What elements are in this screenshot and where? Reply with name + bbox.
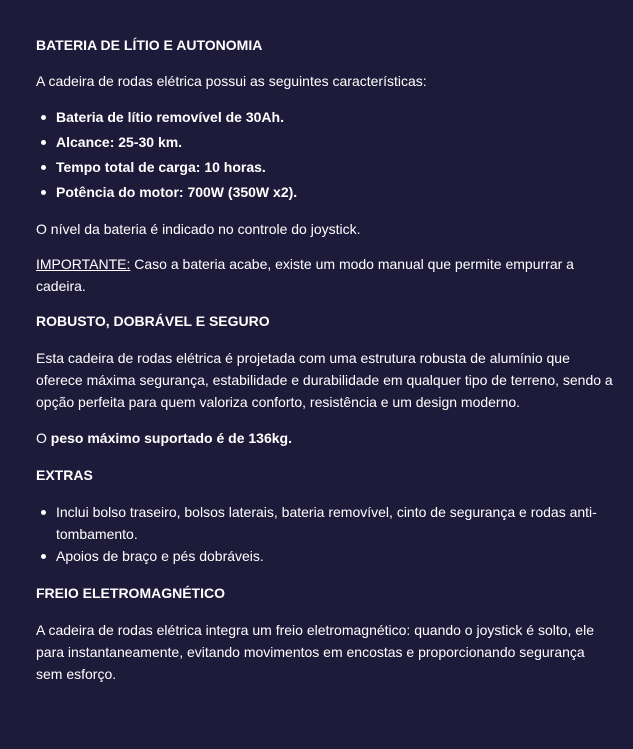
important-note [36, 253, 614, 297]
extras-list [36, 501, 614, 567]
weight-note [36, 427, 614, 449]
list-item-text: Apoios de braço e pés dobráveis. [56, 548, 264, 564]
robust-heading: ROBUSTO, DOBRÁVEL E SEGURO [36, 313, 270, 329]
list-item [56, 181, 614, 206]
extras-heading: EXTRAS [36, 467, 93, 483]
robust-paragraph: Esta cadeira de rodas elétrica é projetada com uma estrutura robusta de alumínio que oferece máxima segurança, estabilidade e durabilidade em qualquer tipo de terreno, sendo a opção perfeita para quem valoriza conforto, resistência e um design moderno. [36, 350, 613, 410]
battery-heading: BATERIA DE LÍTIO E AUTONOMIA [36, 37, 263, 53]
list-item-text: Inclui bolso traseiro, bolsos laterais, bateria removível, cinto de segurança e rodas anti-tombamento. [56, 504, 597, 542]
list-item-text: Potência do motor: 700W (350W x2). [56, 184, 298, 200]
list-item [56, 106, 614, 131]
weight-value: peso máximo suportado é de 136kg. [50, 430, 292, 446]
product-description [36, 34, 614, 685]
list-item-text: Bateria de lítio removível de 30Ah. [56, 109, 284, 125]
weight-prefix: O [36, 430, 51, 446]
list-item-text: Alcance: 25-30 km. [56, 134, 183, 150]
battery-features-list [36, 106, 614, 206]
list-item [56, 131, 614, 156]
list-item [56, 501, 614, 545]
list-item-text: Tempo total de carga: 10 horas. [56, 159, 266, 175]
battery-intro: A cadeira de rodas elétrica possui as seguintes características: [36, 73, 427, 89]
list-item [56, 545, 614, 567]
battery-indicator-text: O nível da bateria é indicado no controle do joystick. [36, 221, 361, 237]
important-text: Caso a bateria acabe, existe um modo manual que permite empurrar a cadeira. [36, 256, 574, 294]
important-label: IMPORTANTE: [36, 256, 131, 272]
brake-heading: FREIO ELETROMAGNÉTICO [36, 585, 225, 601]
brake-paragraph: A cadeira de rodas elétrica integra um freio eletromagnético: quando o joystick é solto, ele para instantaneamente, evitando movimentos em encostas e proporcionando segurança sem esforço. [36, 622, 594, 682]
list-item [56, 156, 614, 181]
